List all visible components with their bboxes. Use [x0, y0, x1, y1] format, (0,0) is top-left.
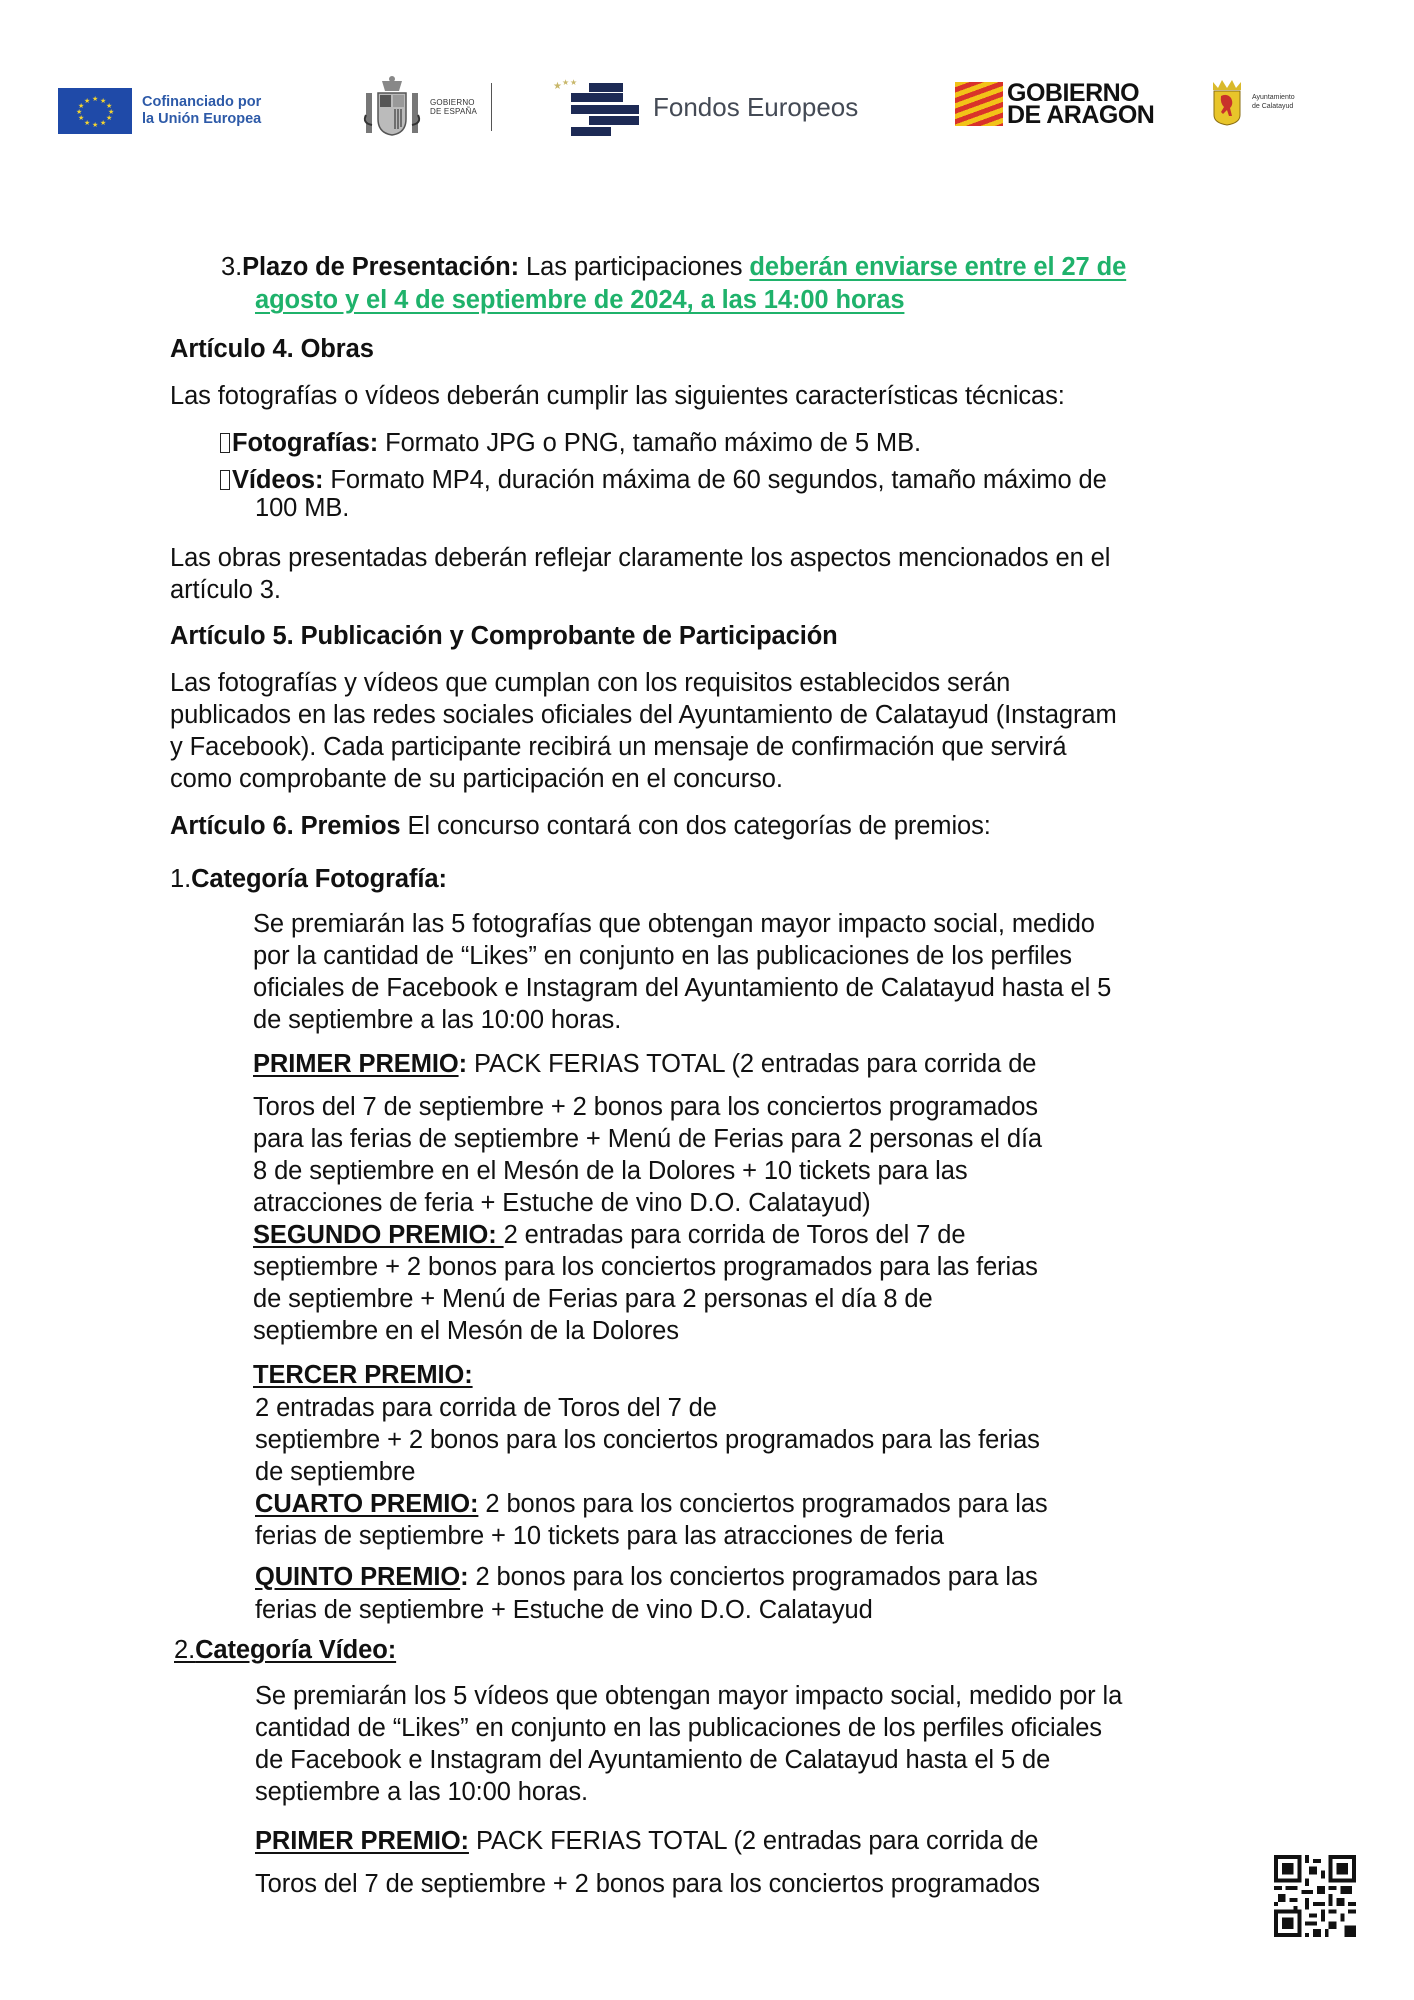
prize-line: atracciones de feria + Estuche de vino D.O. Calatayud) — [253, 1189, 871, 1217]
article6-text: El concurso contará con dos categorías de premios: — [400, 812, 991, 840]
section3-number: 3. — [221, 253, 243, 281]
category-photo-line: de septiembre a las 10:00 horas. — [253, 1006, 622, 1034]
prize-text: 2 entradas para corrida de Toros del 7 de — [503, 1221, 966, 1249]
article4-title: Artículo 4. Obras — [170, 335, 374, 363]
missing-glyph-bullet-icon — [220, 470, 230, 490]
article5-title: Artículo 5. Publicación y Comprobante de Participación — [170, 622, 838, 650]
category-video-heading — [174, 1634, 396, 1666]
prize-third-photo — [253, 1359, 473, 1391]
category-number: 1. — [170, 865, 192, 893]
gobierno-espana-logo — [362, 72, 492, 142]
fondos-europeos-mark-icon — [553, 77, 641, 137]
prize-line: 8 de septiembre en el Mesón de la Dolores + 10 tickets para las — [253, 1157, 968, 1185]
prize-line: 2 entradas para corrida de Toros del 7 de — [255, 1394, 717, 1422]
aragon-logo-line1: GOBIERNO — [1007, 79, 1140, 107]
prize-text: PACK FERIAS TOTAL (2 entradas para corrida de — [466, 1050, 1037, 1078]
prize-colon: : — [458, 1050, 467, 1078]
prize-line: septiembre + 2 bonos para los conciertos programados para las ferias — [253, 1253, 1038, 1281]
article4-closing-1: Las obras presentadas deberán reflejar claramente los aspectos mencionados en el — [170, 544, 1111, 572]
article4-intro: Las fotografías o vídeos deberán cumplir las siguientes características técnicas: — [170, 382, 1065, 410]
category-video-line: cantidad de “Likes” en conjunto en las publicaciones de los perfiles oficiales — [255, 1714, 1102, 1742]
list-item-photos — [220, 427, 921, 459]
list-item-text: Formato MP4, duración máxima de 60 segundos, tamaño máximo de — [323, 466, 1107, 494]
prize-label: TERCER PREMIO: — [253, 1361, 473, 1389]
prize-line: de septiembre — [255, 1458, 416, 1486]
svg-text:★: ★ — [562, 78, 570, 87]
spain-logo-line1: GOBIERNO — [430, 98, 475, 107]
article5-line: Las fotografías y vídeos que cumplan con los requisitos establecidos serán — [170, 669, 1011, 697]
section3-text: Las participaciones — [519, 253, 750, 281]
prize-second-photo — [253, 1219, 965, 1251]
header-logos — [0, 70, 1414, 160]
spain-logo-line2: DE ESPAÑA — [430, 107, 477, 116]
prize-line: ferias de septiembre + Estuche de vino D.O. Calatayud — [255, 1596, 873, 1624]
category-video-line: septiembre a las 10:00 horas. — [255, 1778, 589, 1806]
prize-label: PRIMER PREMIO: — [255, 1827, 469, 1855]
prize-label: SEGUNDO PREMIO: — [253, 1221, 504, 1249]
fondos-europeos-text: Fondos Europeos — [653, 91, 859, 122]
prize-line: Toros del 7 de septiembre + 2 bonos para los conciertos programados — [253, 1093, 1038, 1121]
article6-heading — [170, 810, 991, 842]
prize-label: CUARTO PREMIO: — [255, 1490, 479, 1518]
prize-label: QUINTO PREMIO — [255, 1563, 461, 1591]
category-photo-line: por la cantidad de “Likes” en conjunto en las publicaciones de los perfiles — [253, 942, 1072, 970]
prize-text: 2 bonos para los conciertos programados para las — [478, 1490, 1048, 1518]
category-photo-line: oficiales de Facebook e Instagram del Ayuntamiento de Calatayud hasta el 5 — [253, 974, 1112, 1002]
prize-line: Toros del 7 de septiembre + 2 bonos para los conciertos programados — [255, 1870, 1040, 1898]
article5-line: como comprobante de su participación en el concurso. — [170, 765, 783, 793]
category-title: Categoría Fotografía: — [191, 865, 447, 893]
article6-title: Artículo 6. Premios — [170, 812, 401, 840]
prize-line: de septiembre + Menú de Ferias para 2 personas el día 8 de — [253, 1285, 933, 1313]
category-video-line: Se premiarán los 5 vídeos que obtengan mayor impacto social, medido por la — [255, 1682, 1123, 1710]
list-item-label: Fotografías: — [232, 429, 379, 457]
missing-glyph-bullet-icon — [220, 433, 230, 453]
prize-text: PACK FERIAS TOTAL (2 entradas para corrida de — [468, 1827, 1039, 1855]
calatayud-logo-line1: Ayuntamiento — [1252, 94, 1295, 101]
prize-line: ferias de septiembre + 10 tickets para las atracciones de feria — [255, 1522, 944, 1550]
prize-first-video — [255, 1825, 1038, 1857]
article5-line: publicados en las redes sociales oficiales del Ayuntamiento de Calatayud (Instagram — [170, 701, 1117, 729]
category-photo-line: Se premiarán las 5 fotografías que obtengan mayor impacto social, medido — [253, 910, 1095, 938]
category-photo-heading — [170, 863, 447, 895]
list-item-videos-cont: 100 MB. — [255, 494, 350, 522]
aragon-flag-icon — [955, 82, 1003, 126]
category-number: 2. — [174, 1636, 196, 1664]
list-item-label: Vídeos: — [232, 466, 324, 494]
logo-divider — [491, 83, 492, 131]
calatayud-shield-icon — [1210, 78, 1244, 126]
deadline-highlight-cont: agosto y el 4 de septiembre de 2024, a las 14:00 horas — [255, 286, 905, 314]
prize-fifth-photo — [255, 1561, 1038, 1593]
section3-line1 — [221, 251, 1126, 283]
eu-logo-line1: Cofinanciado por — [142, 94, 262, 110]
prize-first-photo — [253, 1048, 1036, 1080]
calatayud-logo-line2: de Calatayud — [1252, 103, 1294, 110]
category-title: Categoría Vídeo: — [195, 1636, 397, 1664]
svg-text:★: ★ — [570, 78, 578, 87]
ayuntamiento-calatayud-logo — [1210, 78, 1295, 126]
eu-logo-line2: la Unión Europea — [142, 111, 262, 127]
deadline-highlight: deberán enviarse entre el 27 de — [749, 253, 1127, 281]
prize-text: 2 bonos para los conciertos programados para las — [468, 1563, 1038, 1591]
svg-text:★: ★ — [553, 81, 562, 92]
section3-line2 — [255, 284, 904, 316]
list-item-text: Formato JPG o PNG, tamaño máximo de 5 MB. — [378, 429, 921, 457]
eu-cofinanced-logo — [58, 88, 261, 134]
fondos-europeos-logo — [553, 72, 858, 142]
article5-line: y Facebook). Cada participante recibirá un mensaje de confirmación que servirá — [170, 733, 1067, 761]
prize-fourth-photo — [255, 1488, 1048, 1520]
qr-code-icon[interactable] — [1274, 1855, 1356, 1937]
list-item-videos — [220, 464, 1107, 496]
spain-coat-of-arms-icon — [362, 75, 422, 139]
category-video-line: de Facebook e Instagram del Ayuntamiento de Calatayud hasta el 5 de — [255, 1746, 1051, 1774]
prize-label: PRIMER PREMIO — [253, 1050, 459, 1078]
gobierno-aragon-logo — [955, 79, 1155, 129]
eu-flag-icon: ★ ★ ★ ★ ★ ★ ★ ★ ★ ★ ★ ★ — [58, 88, 132, 134]
prize-colon: : — [460, 1563, 469, 1591]
prize-line: septiembre + 2 bonos para los conciertos programados para las ferias — [255, 1426, 1040, 1454]
article4-closing-2: artículo 3. — [170, 576, 281, 604]
prize-line: septiembre en el Mesón de la Dolores — [253, 1317, 679, 1345]
section3-label: Plazo de Presentación: — [242, 253, 520, 281]
aragon-logo-line2: DE ARAGON — [1007, 101, 1155, 129]
prize-line: para las ferias de septiembre + Menú de Ferias para 2 personas el día — [253, 1125, 1043, 1153]
